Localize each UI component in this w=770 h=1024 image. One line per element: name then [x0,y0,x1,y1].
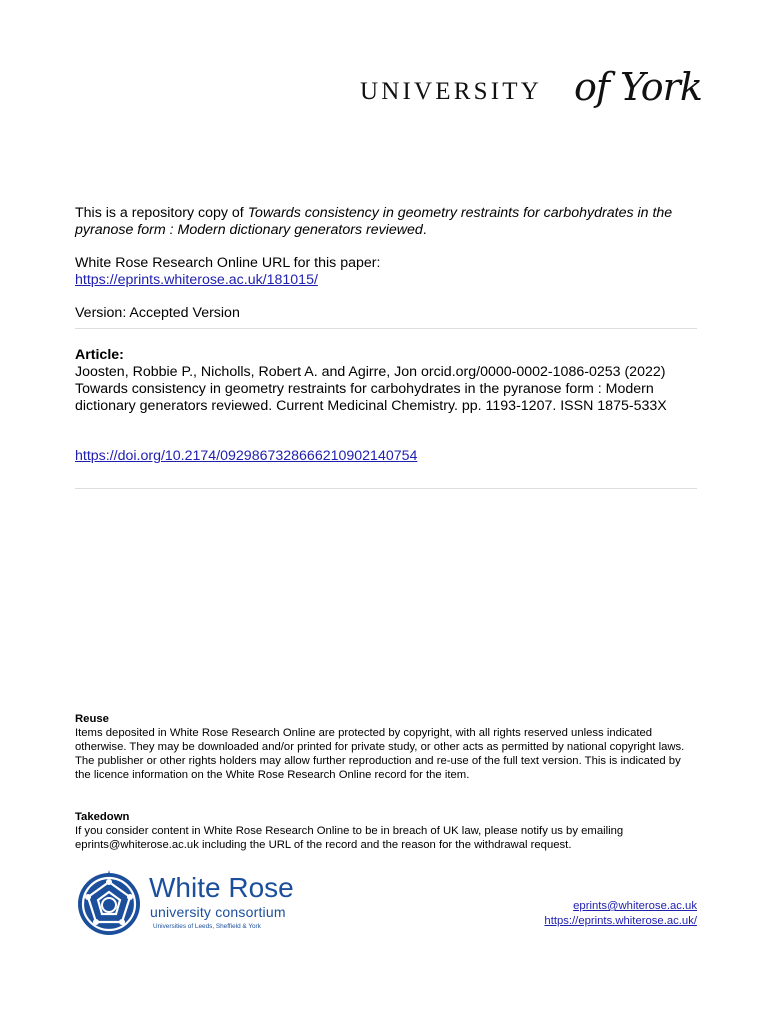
reuse-text: Items deposited in White Rose Research Online are protected by copyright, with all rights reserved unless indicated otherwise. They may be downloaded and/or printed for private study, or other acts as permitted by national copyright laws. The publisher or other rights holders may allow further reproduction and re-use of the full text version. This is indicated by the licence information on the White Rose Research Online record for the item. [75,727,685,781]
university-of-york-logo [360,62,700,114]
white-rose-tagline: Universities of Leeds, Sheffield & York [153,923,261,930]
version-line: Version: Accepted Version [75,305,240,321]
divider [75,328,697,329]
url-block [75,255,700,289]
white-rose-emblem-icon [75,866,143,938]
takedown-text: If you consider content in White Rose Research Online to be in breach of UK law, please notify us by emailing eprints@whiterose.ac.uk including the URL of the record and the reason for the withdrawal request. [75,825,624,851]
url-label: White Rose Research Online URL for this paper: [75,255,381,271]
white-rose-title: White Rose [149,872,294,903]
logo-of-york-script: of York [574,65,702,109]
doi-link[interactable]: https://doi.org/10.2174/0929867328666210902140754 [75,448,418,464]
contact-site-link[interactable]: https://eprints.whiterose.ac.uk/ [544,915,697,927]
takedown-section [75,810,700,852]
intro-prefix: This is a repository copy of [75,205,248,221]
takedown-heading: Takedown [75,811,130,823]
reuse-section [75,712,700,782]
paper-url-link[interactable]: https://eprints.whiterose.ac.uk/181015/ [75,272,318,288]
divider [75,488,697,489]
contact-block [544,899,697,929]
white-rose-subtitle: university consortium [150,904,286,920]
paper-title: Towards consistency in geometry restraints for carbohydrates in the pyranose form : Modern dictionary generators reviewed [75,205,673,238]
doi-block [75,448,700,465]
contact-email-link[interactable]: eprints@whiterose.ac.uk [573,900,697,912]
white-rose-logo [75,866,305,938]
repository-intro [75,205,700,239]
reuse-heading: Reuse [75,713,109,725]
intro-suffix: . [422,222,427,238]
article-heading: Article: [75,347,124,363]
article-block [75,347,700,415]
article-citation: Joosten, Robbie P., Nicholls, Robert A. and Agirre, Jon orcid.org/0000-0002-1086-0253 (2022) Towards consistency in geometry restraints for carbohydrates in the pyranose form : Modern dictionary generators reviewed. Current Medicinal Chemistry. pp. 1193-1207. ISSN 1875-533X [75,364,667,414]
logo-university-word: UNIVERSITY [360,78,542,105]
